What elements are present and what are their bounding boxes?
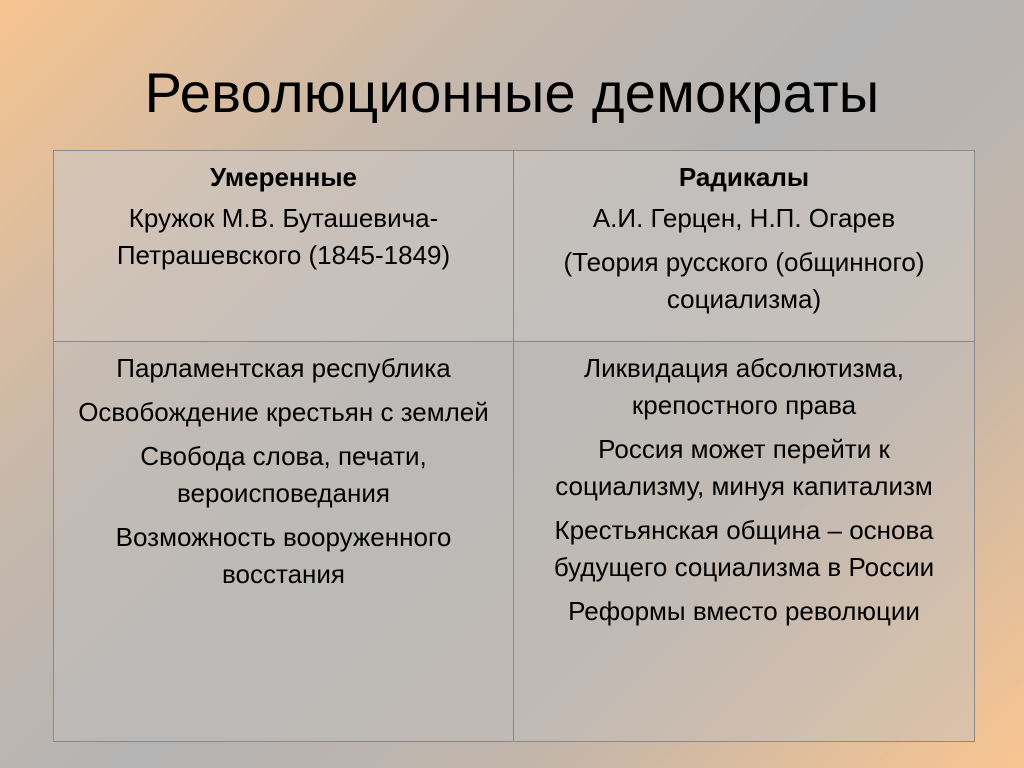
moderates-summary-line: Кружок М.В. Буташевича-Петрашевского (1845-1849) bbox=[116, 203, 451, 270]
cell-moderates-header bbox=[54, 151, 514, 342]
moderates-point: Возможность вооруженного восстания bbox=[115, 522, 452, 589]
moderates-point: Свобода слова, печати, вероисповедания bbox=[140, 441, 427, 508]
cell-radicals-header bbox=[514, 151, 975, 342]
cell-moderates-points bbox=[54, 342, 514, 742]
slide-title: Революционные демократы bbox=[144, 61, 880, 124]
radicals-point: Ликвидация абсолютизма, крепостного права bbox=[584, 353, 904, 420]
comparison-table bbox=[53, 150, 975, 742]
radicals-summary-line: (Теория русского (общинного) социализма) bbox=[563, 247, 925, 314]
column-heading-radicals: Радикалы bbox=[678, 162, 810, 192]
radicals-point: Реформы вместо революции bbox=[568, 596, 920, 626]
radicals-point: Крестьянская община – основа будущего социализма в России bbox=[553, 515, 935, 582]
moderates-point: Парламентская республика bbox=[116, 353, 451, 383]
table-body-row bbox=[54, 342, 975, 742]
radicals-point: Россия может перейти к социализму, минуя капитализм bbox=[555, 434, 933, 501]
moderates-point: Освобождение крестьян с землей bbox=[78, 397, 489, 427]
radicals-summary-line: А.И. Герцен, Н.П. Огарев bbox=[592, 203, 896, 233]
table-header-row bbox=[54, 151, 975, 342]
cell-radicals-points bbox=[514, 342, 975, 742]
column-heading-moderates: Умеренные bbox=[210, 162, 357, 192]
